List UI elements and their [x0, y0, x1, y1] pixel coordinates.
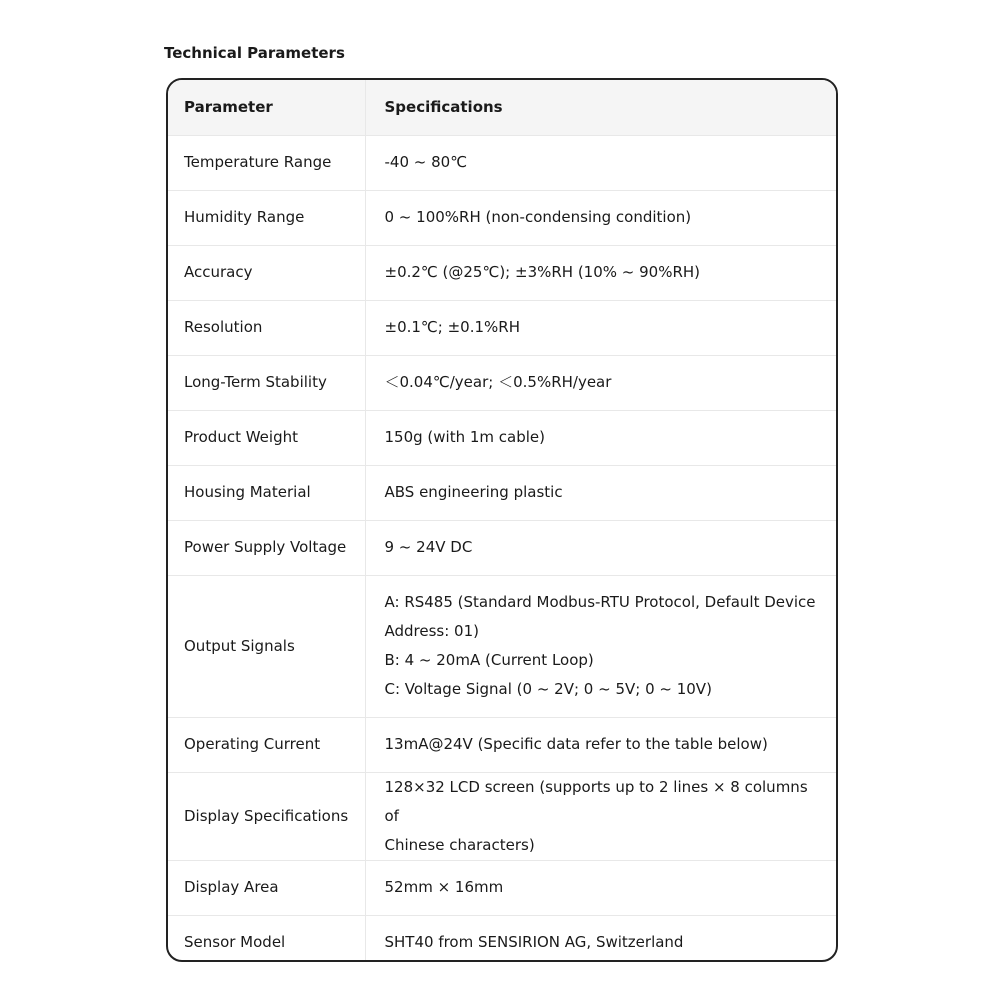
table-row — [168, 772, 836, 860]
specification-line: SHT40 from SENSIRION AG, Switzerland — [384, 933, 684, 952]
table-row — [168, 465, 836, 520]
specification-line: Address: 01) — [384, 622, 479, 640]
specification-line: 128×32 LCD screen (supports up to 2 lines × 8 columns of — [384, 777, 808, 825]
specification-cell — [365, 410, 836, 465]
specification-line: 52mm × 16mm — [384, 878, 504, 896]
parameter-cell: Output Signals — [168, 575, 365, 717]
parameter-cell: Display Specifications — [168, 772, 365, 860]
table-row — [168, 410, 836, 465]
table-row — [168, 575, 836, 717]
technical-parameters-table — [166, 78, 838, 962]
table-row — [168, 915, 836, 962]
header-parameter: Parameter — [168, 80, 365, 135]
specification-line: 0 ~ 100%RH (non-condensing condition) — [384, 208, 692, 226]
specification-line: 13mA@24V (Specific data refer to the table below) — [384, 735, 768, 753]
parameter-cell: Humidity Range — [168, 190, 365, 245]
specification-line: -40 ~ 80℃ — [384, 153, 468, 171]
table-row — [168, 355, 836, 410]
specification-cell — [365, 860, 836, 915]
specification-line: ABS engineering plastic — [384, 483, 563, 501]
header-specifications: Specifications — [365, 80, 836, 135]
specification-cell — [365, 520, 836, 575]
table-row — [168, 717, 836, 772]
specification-cell — [365, 465, 836, 520]
table-row — [168, 300, 836, 355]
specification-line: 150g (with 1m cable) — [384, 428, 545, 446]
specification-cell — [365, 772, 836, 860]
table-row — [168, 190, 836, 245]
specification-line: ±0.2℃ (@25℃); ±3%RH (10% ~ 90%RH) — [384, 263, 701, 281]
spec-table — [168, 80, 836, 962]
specification-line: Chinese characters) — [384, 835, 535, 854]
table-row — [168, 860, 836, 915]
specification-line: ±0.1℃; ±0.1%RH — [384, 318, 520, 336]
specification-cell — [365, 245, 836, 300]
specification-cell — [365, 915, 836, 962]
parameter-cell: Sensor Model — [184, 933, 286, 952]
specification-line: B: 4 ~ 20mA (Current Loop) — [384, 651, 594, 669]
specification-line: C: Voltage Signal (0 ~ 2V; 0 ~ 5V; 0 ~ 10V) — [384, 680, 712, 698]
specification-cell — [365, 355, 836, 410]
parameter-cell: Product Weight — [168, 410, 365, 465]
parameter-cell: Power Supply Voltage — [168, 520, 365, 575]
specification-cell — [365, 190, 836, 245]
page-title: Technical Parameters — [164, 44, 345, 62]
parameter-cell: Temperature Range — [168, 135, 365, 190]
parameter-cell: Display Area — [168, 860, 365, 915]
specification-cell — [365, 300, 836, 355]
table-row — [168, 135, 836, 190]
specification-line: 9 ~ 24V DC — [384, 538, 473, 556]
specification-cell — [365, 135, 836, 190]
table-row — [168, 245, 836, 300]
parameter-cell: Long-Term Stability — [168, 355, 365, 410]
parameter-cell: Accuracy — [168, 245, 365, 300]
parameter-cell: Operating Current — [168, 717, 365, 772]
table-row — [168, 520, 836, 575]
specification-line: ＜0.04℃/year; ＜0.5%RH/year — [384, 373, 612, 391]
parameter-cell: Housing Material — [168, 465, 365, 520]
table-header-row — [168, 80, 836, 135]
specification-cell — [365, 575, 836, 717]
parameter-cell: Resolution — [168, 300, 365, 355]
specification-line: A: RS485 (Standard Modbus-RTU Protocol, Default Device — [384, 593, 816, 611]
specification-cell — [365, 717, 836, 772]
